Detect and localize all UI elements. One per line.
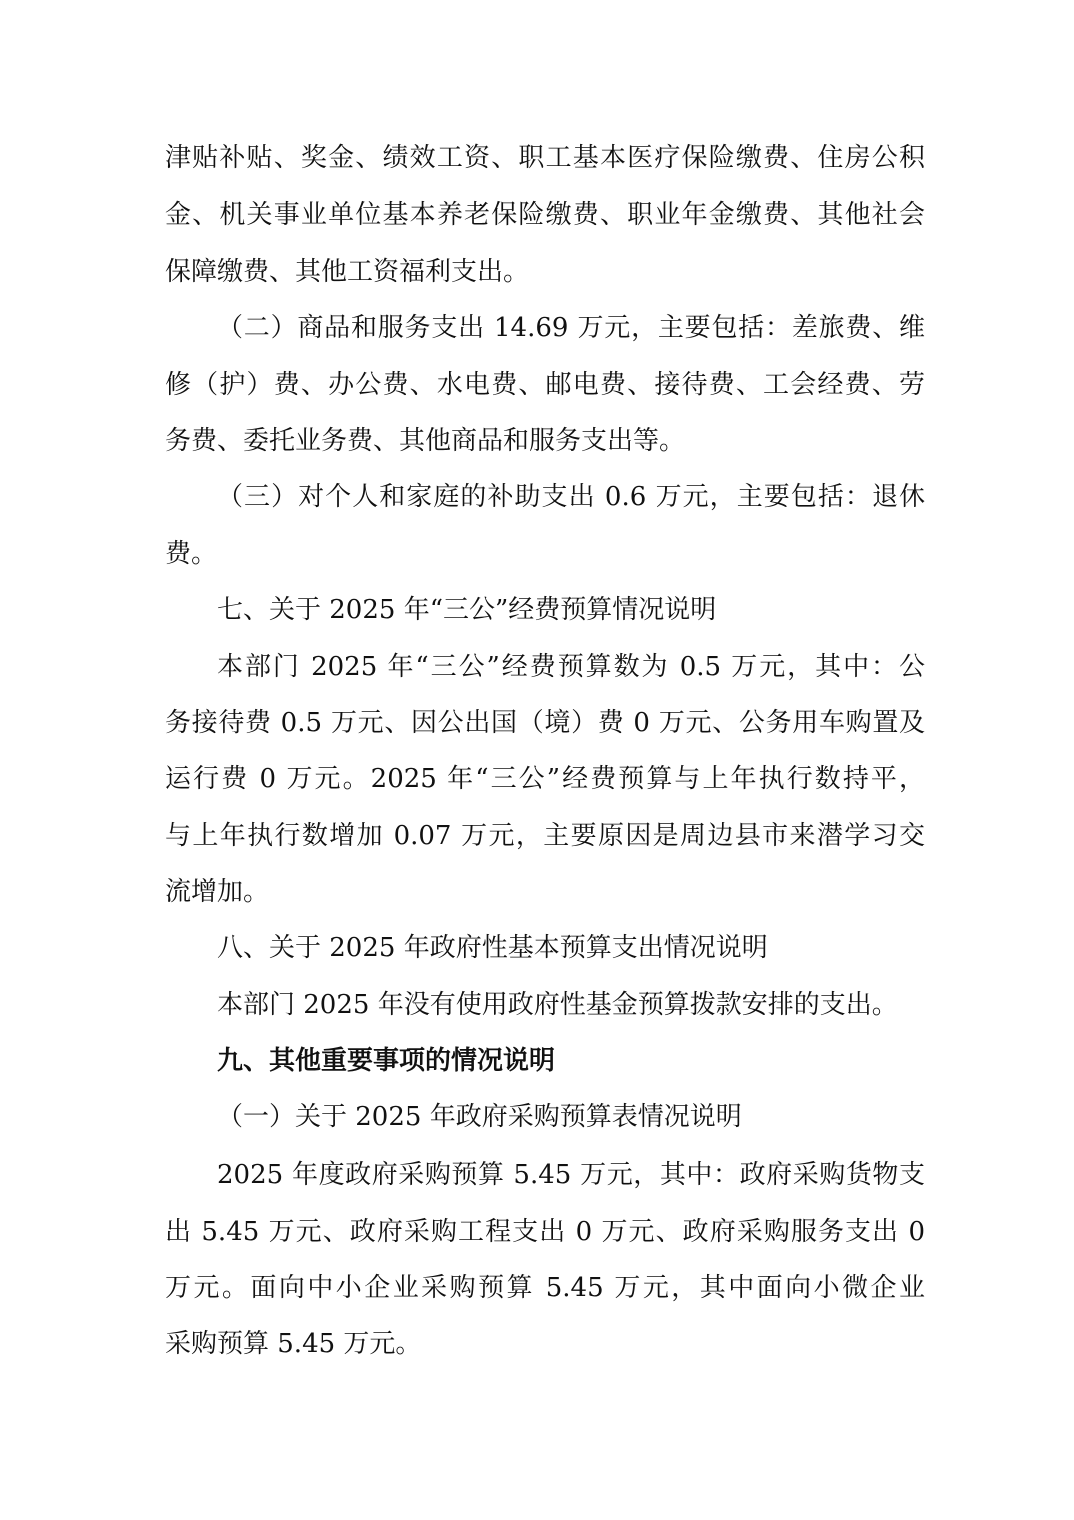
paragraph-line: 出 5.45 万元、政府采购工程支出 0 万元、政府采购服务支出 0 — [165, 1217, 925, 1247]
paragraph-line: 运行费 0 万元。2025 年“三公”经费预算与上年执行数持平， — [165, 764, 925, 794]
paragraph-line: 津贴补贴、奖金、绩效工资、职工基本医疗保险缴费、住房公积 — [165, 143, 925, 173]
section-heading: 九、其他重要事项的情况说明 — [217, 1046, 556, 1076]
paragraph-line: 本部门 2025 年“三公”经费预算数为 0.5 万元，其中：公 — [217, 652, 925, 682]
paragraph-line: 修（护）费、办公费、水电费、邮电费、接待费、工会经费、劳 — [165, 370, 925, 400]
paragraph-line: 与上年执行数增加 0.07 万元，主要原因是周边县市来潜学习交 — [165, 821, 925, 851]
paragraph-line: 本部门 2025 年没有使用政府性基金预算拨款安排的支出。 — [217, 990, 898, 1020]
subsection-heading: （一）关于 2025 年政府采购预算表情况说明 — [217, 1102, 742, 1132]
paragraph-line: 务费、委托业务费、其他商品和服务支出等。 — [165, 426, 686, 456]
section-heading: 七、关于 2025 年“三公”经费预算情况说明 — [217, 595, 717, 625]
paragraph-line: 2025 年度政府采购预算 5.45 万元，其中：政府采购货物支 — [217, 1160, 925, 1190]
paragraph-line: 费。 — [165, 539, 218, 569]
paragraph-line: 万元。面向中小企业采购预算 5.45 万元，其中面向小微企业 — [165, 1273, 925, 1303]
paragraph-line: 流增加。 — [165, 877, 270, 907]
section-heading: 八、关于 2025 年政府性基本预算支出情况说明 — [217, 933, 768, 963]
paragraph-line: 保障缴费、其他工资福利支出。 — [165, 257, 530, 287]
paragraph-line: 采购预算 5.45 万元。 — [165, 1329, 422, 1359]
paragraph-line: 务接待费 0.5 万元、因公出国（境）费 0 万元、公务用车购置及 — [165, 708, 925, 738]
paragraph-line: （三）对个人和家庭的补助支出 0.6 万元，主要包括：退休 — [217, 482, 925, 512]
paragraph-line: （二）商品和服务支出 14.69 万元，主要包括：差旅费、维 — [217, 313, 925, 343]
paragraph-line: 金、机关事业单位基本养老保险缴费、职业年金缴费、其他社会 — [165, 200, 925, 230]
